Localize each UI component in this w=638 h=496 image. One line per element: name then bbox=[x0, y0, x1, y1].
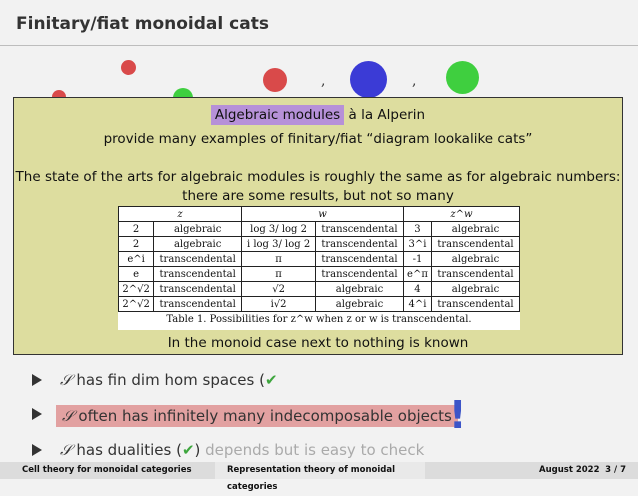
footer-page-number: 3 / 7 bbox=[605, 465, 626, 475]
table-cell: algebraic bbox=[431, 222, 519, 237]
transcendence-table bbox=[118, 206, 520, 312]
table-row bbox=[119, 252, 520, 267]
table-cell: transcendental bbox=[154, 267, 242, 282]
table-cell: 2 bbox=[119, 222, 154, 237]
bullet-close-paren: ) bbox=[194, 441, 201, 459]
checkmark-icon: ✔ bbox=[181, 441, 195, 459]
table-row bbox=[119, 237, 520, 252]
table-caption: Table 1. Possibilities for z^w when z or w is transcendental. bbox=[166, 314, 472, 325]
overlay-box bbox=[13, 97, 623, 355]
decor-comma-2: , bbox=[412, 73, 417, 89]
table-cell: transcendental bbox=[316, 237, 404, 252]
footer-left: Cell theory for monoidal categories bbox=[0, 462, 215, 479]
table-cell: transcendental bbox=[154, 297, 242, 312]
bullet-symbol: 𝒮 bbox=[60, 441, 72, 459]
bullet-symbol: 𝒮 bbox=[60, 371, 72, 389]
bullet-body: often has infinitely many indecomposable objects bbox=[73, 407, 452, 425]
algebraic-modules-highlight: Algebraic modules bbox=[211, 105, 344, 125]
bullet-body: has dualities ( bbox=[71, 441, 182, 459]
decor-dot-green bbox=[446, 61, 479, 94]
table-row bbox=[119, 222, 520, 237]
table-cell: algebraic bbox=[431, 252, 519, 267]
table-cell: algebraic bbox=[316, 297, 404, 312]
table-row bbox=[119, 267, 520, 282]
table-cell: e^π bbox=[403, 267, 431, 282]
decor-dot-blue bbox=[350, 61, 387, 98]
table-cell: algebraic bbox=[154, 222, 242, 237]
overlay-line-1 bbox=[14, 107, 622, 123]
table-cell: 3 bbox=[403, 222, 431, 237]
table-cell: i log 3/ log 2 bbox=[242, 237, 316, 252]
table-cell: 2^√2 bbox=[119, 282, 154, 297]
footer-right bbox=[425, 462, 638, 479]
title-divider bbox=[0, 45, 638, 46]
table-row bbox=[119, 297, 520, 312]
bullet-symbol: 𝒮 bbox=[62, 407, 74, 425]
footer-middle: Representation theory of monoidal categories bbox=[215, 462, 425, 479]
footer-date: August 2022 bbox=[539, 465, 600, 475]
table-cell: transcendental bbox=[316, 267, 404, 282]
table-cell: 4^i bbox=[403, 297, 431, 312]
bullet-text bbox=[60, 371, 278, 389]
table-cell: transcendental bbox=[154, 252, 242, 267]
table-cell: transcendental bbox=[431, 237, 519, 252]
table-cell: i√2 bbox=[242, 297, 316, 312]
table-cell: π bbox=[242, 267, 316, 282]
table-cell: log 3/ log 2 bbox=[242, 222, 316, 237]
slide-title: Finitary/fiat monoidal cats bbox=[16, 14, 269, 34]
table-row bbox=[119, 282, 520, 297]
table-cell: 4 bbox=[403, 282, 431, 297]
table-cell: transcendental bbox=[316, 222, 404, 237]
bullet-body: has fin dim hom spaces ( bbox=[71, 371, 265, 389]
table-cell: algebraic bbox=[316, 282, 404, 297]
bullet-triangle-icon bbox=[32, 374, 42, 386]
bullet-triangle-icon bbox=[32, 408, 42, 420]
overlay-line-4: there are some results, but not so many bbox=[182, 188, 454, 204]
decor-comma-1: , bbox=[321, 73, 326, 89]
checkmark-icon: ✔ bbox=[264, 371, 278, 389]
table-header-w: w bbox=[242, 207, 404, 222]
table-cell: algebraic bbox=[154, 237, 242, 252]
overlay-line-2: provide many examples of finitary/fiat “diagram lookalike cats” bbox=[103, 131, 533, 147]
table-cell: e^i bbox=[119, 252, 154, 267]
table-cell: transcendental bbox=[154, 282, 242, 297]
table-cell: transcendental bbox=[431, 267, 519, 282]
table-header-row bbox=[119, 207, 520, 222]
table-cell: -1 bbox=[403, 252, 431, 267]
table-cell: 2^√2 bbox=[119, 297, 154, 312]
table-header-zw: z^w bbox=[403, 207, 519, 222]
bullet-triangle-icon bbox=[32, 444, 42, 456]
overlay-line-5: In the monoid case next to nothing is known bbox=[167, 335, 469, 351]
bullet-faded-text: depends but is easy to check bbox=[200, 441, 425, 459]
bullet-text bbox=[60, 441, 424, 459]
decor-dot-red-medium bbox=[263, 68, 287, 92]
table-cell: algebraic bbox=[431, 282, 519, 297]
table-cell: transcendental bbox=[316, 252, 404, 267]
table-cell: e bbox=[119, 267, 154, 282]
table-cell: 3^i bbox=[403, 237, 431, 252]
table-header-z: z bbox=[119, 207, 242, 222]
overlay-line-3: The state of the arts for algebraic modules is roughly the same as for algebraic numbers: bbox=[15, 169, 621, 185]
alperin-text: à la Alperin bbox=[344, 107, 426, 123]
transcendence-table-container bbox=[118, 206, 520, 330]
table-cell: √2 bbox=[242, 282, 316, 297]
exclamation-mark: ! bbox=[449, 393, 467, 437]
table-cell: 2 bbox=[119, 237, 154, 252]
footer-bar bbox=[0, 462, 638, 492]
table-cell: π bbox=[242, 252, 316, 267]
table-cell: transcendental bbox=[431, 297, 519, 312]
bullet-text-highlighted bbox=[56, 405, 458, 427]
decor-dot-red-small bbox=[121, 60, 136, 75]
